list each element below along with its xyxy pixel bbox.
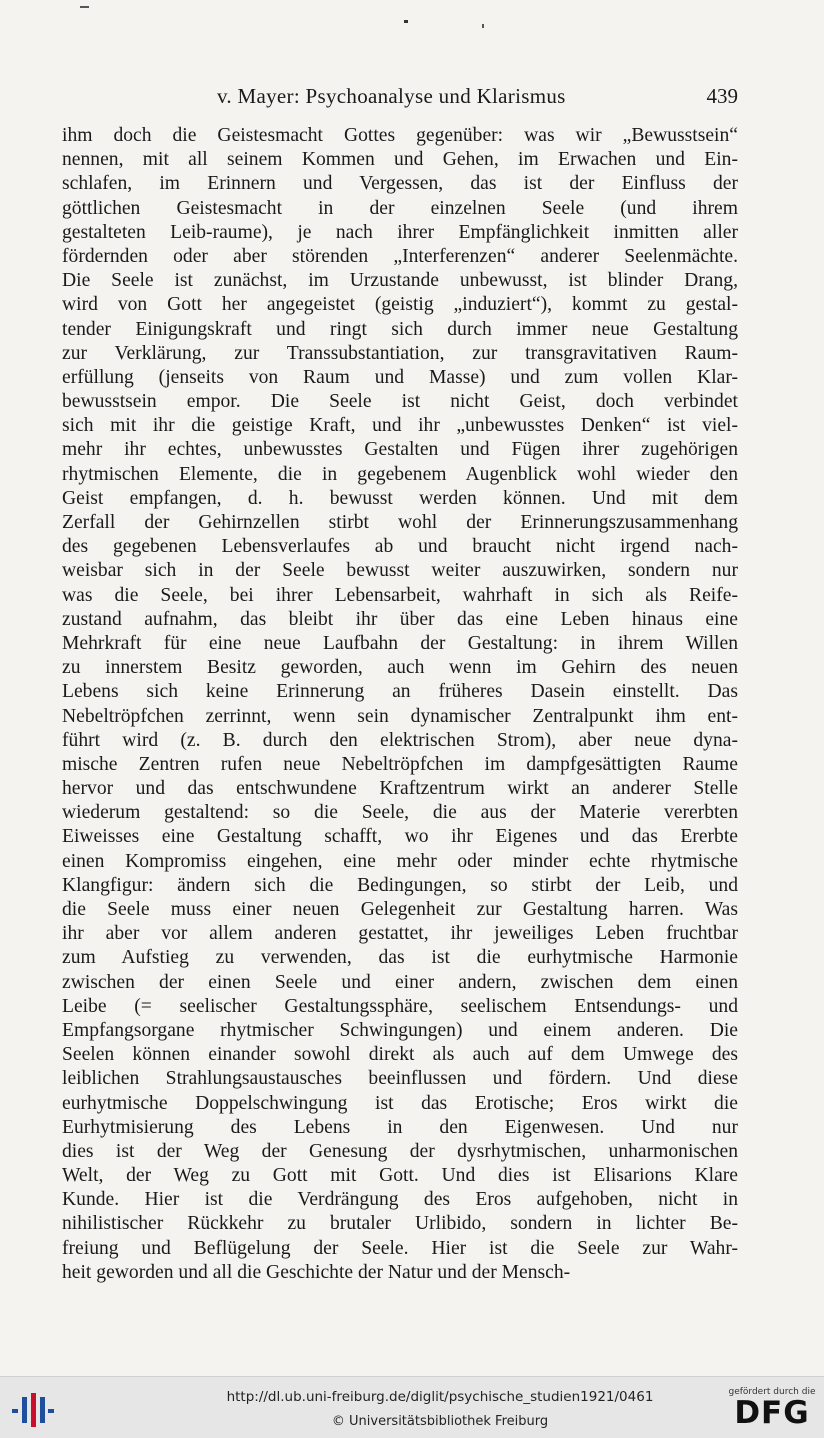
text-line: erfüllung (jenseits von Raum und Masse) und zum vollen Klar- — [62, 366, 738, 388]
page-number: 439 — [706, 84, 738, 108]
running-title: v. Mayer: Psychoanalyse und Klarismus — [217, 84, 566, 108]
body-text — [62, 124, 738, 1285]
text-line: göttlichen Geistesmacht in der einzelnen Seele (und ihrem — [62, 197, 738, 219]
text-line: freiung und Beflügelung der Seele. Hier ist die Seele zur Wahr- — [62, 1237, 738, 1259]
text-line: tender Einigungskraft und ringt sich durch immer neue Gestaltung — [62, 318, 738, 340]
text-line: weisbar sich in der Seele bewusst weiter auszuwirken, sondern nur — [62, 560, 738, 582]
text-line: Zerfall der Gehirnzellen stirbt wohl der Erinnerungszusammenhang — [62, 512, 738, 533]
text-line: sich mit ihr die geistige Kraft, und ihr „unbewusstes Denken“ ist viel- — [62, 415, 738, 437]
text-line: eurhytmische Doppelschwingung ist das Erotische; Eros wirkt die — [62, 1092, 738, 1114]
text-line: zustand aufnahm, das bleibt ihr über das eine Leben hinaus eine — [62, 608, 738, 630]
dfg-caption: gefördert durch die — [728, 1387, 816, 1397]
copyright-notice: © Universitätsbibliothek Freiburg — [331, 1414, 549, 1429]
text-line: dies ist der Weg der Genesung der dysrhytmischen, unharmonischen — [62, 1140, 738, 1162]
page-header — [62, 84, 738, 114]
dfg-badge — [726, 1387, 818, 1433]
text-line: Kunde. Hier ist die Verdrängung des Eros aufgehoben, nicht in — [62, 1189, 738, 1211]
text-line: ihm doch die Geistesmacht Gottes gegenüber: was wir „Bewusstsein“ — [62, 125, 738, 146]
text-line: bewusstsein empor. Die Seele ist nicht Geist, doch verbindet — [62, 391, 738, 413]
text-line: nihilistischer Rückkehr zu brutaler Urlibido, sondern in lichter Be- — [62, 1213, 738, 1235]
dfg-logo: DFG — [734, 1395, 810, 1431]
text-line: wiederum gestaltend: so die Seele, die aus der Materie vererbten — [62, 802, 738, 824]
text-line: mische Zentren rufen neue Nebeltröpfchen im dampfgesättigten Raume — [62, 753, 738, 775]
text-line: Die Seele ist zunächst, im Urzustande unbewusst, ist blinder Drang, — [62, 270, 738, 292]
text-line: Lebens sich keine Erinnerung an früheres Dasein einstellt. Das — [62, 681, 738, 703]
text-line: heit geworden und all die Geschichte der Natur und der Mensch- — [62, 1261, 571, 1283]
text-line: zwischen der einen Seele und einer andern, zwischen dem einen — [62, 971, 738, 993]
text-line: gestalteten Leib-raume), je nach ihrer Empfänglichkeit inmitten aller — [62, 221, 738, 243]
text-line: rhytmischen Elemente, die in gegebenem Augenblick wohl wieder den — [62, 463, 738, 485]
text-line: wird von Gott her angegeistet (geistig „induziert“), kommt zu gestal- — [62, 294, 738, 316]
text-line: die Seele muss einer neuen Gelegenheit zur Gestaltung harren. Was — [62, 899, 738, 920]
text-line: mehr ihr echtes, unbewusstes Gestalten und Fügen ihrer zugehörigen — [62, 439, 738, 461]
text-line: zum Aufstieg zu verwenden, das ist die eurhytmische Harmonie — [62, 947, 738, 969]
text-line: hervor und das entschwundene Kraftzentrum wirkt an anderer Stelle — [62, 778, 738, 800]
text-line: Nebeltröpfchen zerrinnt, wenn sein dynamischer Zentralpunkt ihm ent- — [62, 705, 738, 727]
text-line: Mehrkraft für eine neue Laufbahn der Gestaltung: in ihrem Willen — [62, 632, 738, 654]
text-line: Klangfigur: ändern sich die Bedingungen, so stirbt der Leib, und — [62, 874, 738, 896]
text-line: was die Seele, bei ihrer Lebensarbeit, wahrhaft in sich als Reife- — [62, 584, 738, 606]
text-line: Leibe (= seelischer Gestaltungssphäre, seelischem Entsendungs- und — [62, 995, 738, 1017]
text-line: zur Verklärung, zur Transsubstantiation, zur transgravitativen Raum- — [62, 342, 738, 364]
text-line: ihr aber vor allem anderen gestattet, ihr jeweiliges Leben fruchtbar — [62, 923, 738, 945]
text-line: zu innerstem Besitz geworden, auch wenn im Gehirn des neuen — [62, 657, 738, 679]
text-line: fördernden oder aber störenden „Interferenzen“ anderer Seelenmächte. — [62, 245, 738, 267]
text-line: leiblichen Strahlungsaustausches beeinflussen und fördern. Und diese — [62, 1068, 738, 1090]
text-line: Seelen können einander sowohl direkt als auch auf dem Umwege des — [62, 1044, 738, 1066]
text-line: Welt, der Weg zu Gott mit Gott. Und dies ist Elisarions Klare — [62, 1165, 738, 1187]
text-line: Eurhytmisierung des Lebens in den Eigenwesen. Und nur — [62, 1116, 738, 1138]
text-line: einen Kompromiss eingehen, eine mehr oder minder echte rhytmische — [62, 850, 738, 872]
scan-specks — [0, 0, 824, 60]
text-line: Empfangsorgane rhytmischer Schwingungen) und einem anderen. Die — [62, 1019, 738, 1041]
text-line: nennen, mit all seinem Kommen und Gehen, im Erwachen und Ein- — [62, 149, 738, 171]
library-logo-icon — [10, 1393, 54, 1427]
text-line: Eiweisses eine Gestaltung schafft, wo ihr Eigenes und das Ererbte — [62, 826, 738, 848]
text-line: führt wird (z. B. durch den elektrischen Strom), aber neue dyna- — [62, 729, 738, 751]
text-line: schlafen, im Erinnern und Vergessen, das ist der Einfluss der — [62, 173, 738, 195]
footer-bar — [0, 1376, 824, 1438]
source-url-link[interactable]: http://dl.ub.uni-freiburg.de/diglit/psychische_studien1921/0461 — [226, 1389, 654, 1405]
text-line: Geist empfangen, d. h. bewusst werden können. Und mit dem — [62, 487, 738, 509]
text-line: des gegebenen Lebensverlaufes ab und braucht nicht irgend nach- — [62, 536, 738, 558]
